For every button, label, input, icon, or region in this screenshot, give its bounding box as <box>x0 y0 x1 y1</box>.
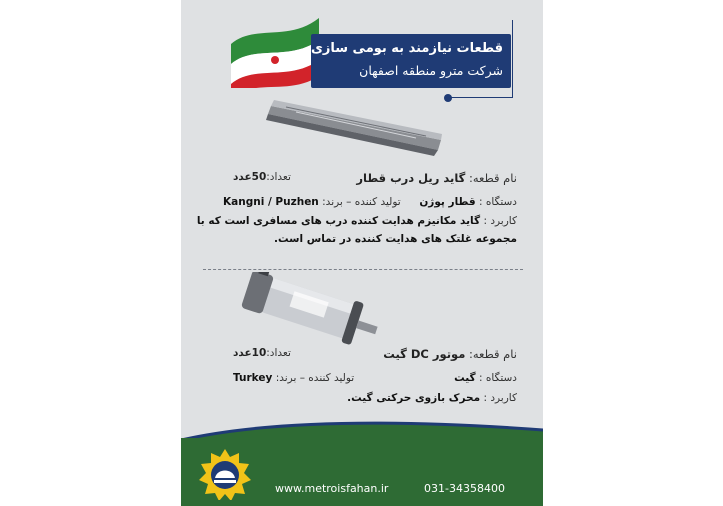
part2-name: نام قطعه: موتور DC گیت <box>383 347 517 361</box>
title-line2: شرکت مترو منطقه اصفهان <box>359 63 503 78</box>
part1-usage-line2: مجموعه غلتک های هدایت کننده در تماس است. <box>274 233 517 245</box>
title-box <box>311 34 511 88</box>
part2-usage: کاربرد : محرک بازوی حرکتی گیت. <box>347 392 517 404</box>
metro-logo-icon <box>199 448 251 500</box>
part2-count: تعداد:10عدد <box>233 347 291 359</box>
guide-rail-image <box>266 98 446 158</box>
iran-flag-icon <box>229 14 321 88</box>
part1-name: نام قطعه: گاید ریل درب قطار <box>356 171 517 185</box>
section-divider <box>203 269 523 270</box>
poster <box>181 0 543 506</box>
part1-device: دستگاه : قطار پوژن <box>419 196 517 208</box>
part1-count: تعداد:50عدد <box>233 171 291 183</box>
part1-maker: تولید کننده – برند: Kangni / Puzhen <box>223 196 401 208</box>
website-link[interactable]: www.metroisfahan.ir <box>275 482 389 495</box>
phone-number: 031-34358400 <box>424 482 505 495</box>
part2-device: دستگاه : گیت <box>454 372 517 384</box>
part2-maker: تولید کننده – برند: Turkey <box>233 372 355 384</box>
frame-line-vertical <box>512 20 513 98</box>
title-line1: قطعات نیازمند به بومی سازی <box>310 41 503 56</box>
frame-line-horizontal <box>449 97 513 98</box>
dc-motor-image <box>233 272 393 352</box>
part1-usage: کاربرد : گاید مکانیزم هدایت کننده درب های مسافری است که با <box>196 215 517 227</box>
